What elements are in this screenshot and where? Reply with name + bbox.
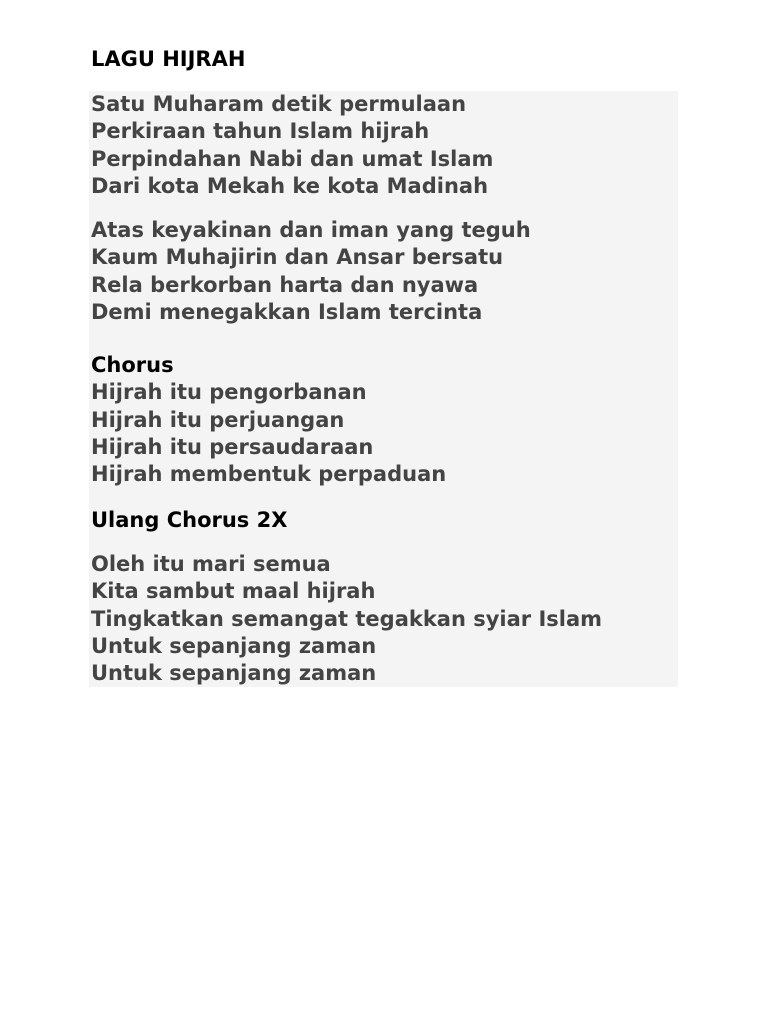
lyric-line: Hijrah membentuk perpaduan — [91, 462, 447, 487]
verse-2 — [91, 217, 531, 326]
lyric-line: Perpindahan Nabi dan umat Islam — [91, 146, 494, 171]
chorus-heading: Chorus — [91, 353, 174, 377]
lyric-line: Rela berkorban harta dan nyawa — [91, 272, 479, 297]
lyric-line: Hijrah itu persaudaraan — [91, 434, 374, 459]
verse-3 — [91, 551, 602, 687]
verse-1 — [91, 91, 493, 200]
lyric-line: Kita sambut maal hijrah — [91, 579, 376, 604]
lyric-line: Untuk sepanjang zaman — [91, 633, 377, 658]
lyric-line: Atas keyakinan dan iman yang teguh — [91, 218, 531, 242]
lyric-line: Perkiraan tahun Islam hijrah — [91, 119, 430, 144]
chorus-block — [91, 352, 446, 488]
lyric-line: Oleh itu mari semua — [91, 552, 331, 576]
song-title: LAGU HIJRAH — [91, 47, 246, 71]
lyric-line: Untuk sepanjang zaman — [91, 661, 377, 686]
lyrics-panel — [89, 91, 678, 687]
lyric-line: Kaum Muhajirin dan Ansar bersatu — [91, 245, 504, 270]
lyric-line: Dari kota Mekah ke kota Madinah — [91, 173, 489, 198]
lyric-line: Demi menegakkan Islam tercinta — [91, 299, 483, 324]
lyric-line: Satu Muharam detik permulaan — [91, 92, 467, 116]
lyric-line: Hijrah itu pengorbanan — [91, 380, 367, 405]
repeat-note-block — [91, 507, 287, 534]
lyric-line: Hijrah itu perjuangan — [91, 407, 345, 432]
lyric-line: Tingkatkan semangat tegakkan syiar Islam — [91, 606, 603, 631]
repeat-chorus-note: Ulang Chorus 2X — [91, 508, 288, 532]
